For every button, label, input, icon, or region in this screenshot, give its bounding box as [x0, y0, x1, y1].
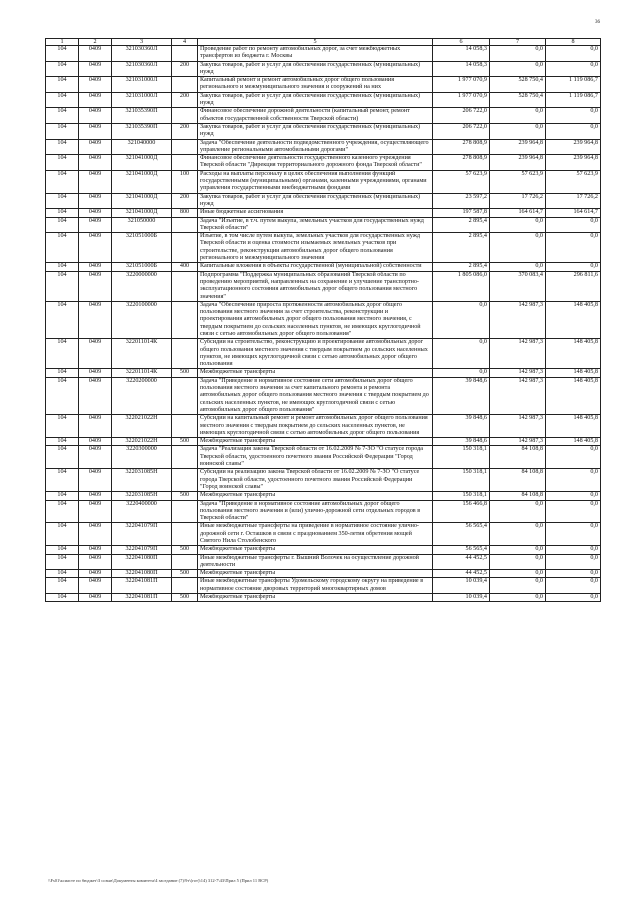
- amount-year-2-cell: 164 614,7: [490, 209, 546, 217]
- amount-year-2-cell: 142 987,3: [490, 339, 546, 369]
- amount-year-1-cell: 57 623,9: [433, 170, 490, 193]
- expense-type-code-cell: 200: [172, 61, 198, 77]
- target-code-cell: 322021022Н: [112, 415, 172, 438]
- amount-year-2-cell: 0,0: [490, 233, 546, 263]
- table-row: [46, 523, 601, 546]
- section-code-cell: 104: [46, 339, 79, 369]
- amount-year-2-cell: 142 987,3: [490, 301, 546, 338]
- section-code-cell: 104: [46, 500, 79, 523]
- section-code-cell: 104: [46, 594, 79, 602]
- target-code-cell: 322041079П: [112, 523, 172, 546]
- description-cell: Иные межбюджетные трансферты на приведение в нормативное состояние улично-дорожной сети г. Осташков в связи с празднованием 350-летия обретения мощей Святого Нила Столобенского: [198, 523, 433, 546]
- amount-year-2-cell: 239 964,8: [490, 139, 546, 155]
- amount-year-1-cell: 0,0: [433, 339, 490, 369]
- amount-year-2-cell: 0,0: [490, 46, 546, 62]
- description-cell: Задача "Реализация закона Тверской области от 16.02.2009 № 7-ЗО "О статусе города Тверской области, удостоенного почетного звания Российской Федерации "Город воинской славы": [198, 446, 433, 469]
- table-row: [46, 369, 601, 377]
- amount-year-2-cell: 142 987,3: [490, 438, 546, 446]
- section-code-cell: 104: [46, 61, 79, 77]
- expense-type-code-cell: [172, 554, 198, 570]
- section-code-cell: 104: [46, 123, 79, 139]
- expense-type-code-cell: [172, 377, 198, 414]
- expense-type-code-cell: 500: [172, 492, 198, 500]
- amount-year-3-cell: 0,0: [546, 61, 601, 77]
- amount-year-3-cell: 0,0: [546, 123, 601, 139]
- subsection-code-cell: 0409: [79, 92, 112, 108]
- expense-type-code-cell: 500: [172, 369, 198, 377]
- target-code-cell: 3220400000: [112, 500, 172, 523]
- expense-type-code-cell: [172, 339, 198, 369]
- subsection-code-cell: 0409: [79, 339, 112, 369]
- subsection-code-cell: 0409: [79, 155, 112, 171]
- amount-year-3-cell: 0,0: [546, 570, 601, 578]
- table-row: [46, 233, 601, 263]
- section-code-cell: 104: [46, 438, 79, 446]
- subsection-code-cell: 0409: [79, 554, 112, 570]
- amount-year-3-cell: 0,0: [546, 554, 601, 570]
- table-row: [46, 469, 601, 492]
- table-row: [46, 554, 601, 570]
- amount-year-1-cell: 10 039,4: [433, 594, 490, 602]
- amount-year-2-cell: 0,0: [490, 523, 546, 546]
- target-code-cell: 321041000Д: [112, 193, 172, 209]
- amount-year-1-cell: 56 565,4: [433, 523, 490, 546]
- expense-type-code-cell: [172, 77, 198, 93]
- target-code-cell: 3220000000: [112, 271, 172, 301]
- amount-year-3-cell: 148 405,8: [546, 415, 601, 438]
- target-code-cell: 322041081П: [112, 594, 172, 602]
- table-row: [46, 46, 601, 62]
- section-code-cell: 104: [46, 92, 79, 108]
- table-row: [46, 492, 601, 500]
- table-body: [46, 46, 601, 602]
- table-row: [46, 546, 601, 554]
- target-code-cell: 322011014К: [112, 369, 172, 377]
- section-code-cell: 104: [46, 570, 79, 578]
- subsection-code-cell: 0409: [79, 77, 112, 93]
- expense-type-code-cell: [172, 217, 198, 233]
- amount-year-2-cell: 370 083,4: [490, 271, 546, 301]
- amount-year-3-cell: 0,0: [546, 446, 601, 469]
- amount-year-2-cell: 0,0: [490, 61, 546, 77]
- amount-year-2-cell: 84 108,8: [490, 492, 546, 500]
- amount-year-1-cell: 39 848,6: [433, 415, 490, 438]
- section-code-cell: 104: [46, 415, 79, 438]
- amount-year-3-cell: 0,0: [546, 500, 601, 523]
- section-code-cell: 104: [46, 108, 79, 124]
- description-cell: Задача "Приведение в нормативное состояние сети автомобильных дорог общего пользования местного значения за счет капитального ремонта и ремонта автомобильных дорог общего пользования местного значения с твердым покрытием до сельских населенных пунктов, не имеющих круглогодичной связи с сетью автомобильных дорог общего пользования": [198, 377, 433, 414]
- amount-year-2-cell: 142 987,3: [490, 369, 546, 377]
- expense-type-code-cell: [172, 415, 198, 438]
- section-code-cell: 104: [46, 193, 79, 209]
- expense-type-code-cell: [172, 301, 198, 338]
- section-code-cell: 104: [46, 170, 79, 193]
- amount-year-3-cell: 0,0: [546, 578, 601, 594]
- subsection-code-cell: 0409: [79, 61, 112, 77]
- section-code-cell: 104: [46, 469, 79, 492]
- expense-type-code-cell: 200: [172, 123, 198, 139]
- target-code-cell: 321030360Л: [112, 46, 172, 62]
- amount-year-3-cell: 164 614,7: [546, 209, 601, 217]
- amount-year-2-cell: 0,0: [490, 500, 546, 523]
- subsection-code-cell: 0409: [79, 594, 112, 602]
- amount-year-3-cell: 0,0: [546, 523, 601, 546]
- table-row: [46, 339, 601, 369]
- subsection-code-cell: 0409: [79, 570, 112, 578]
- subsection-code-cell: 0409: [79, 108, 112, 124]
- section-code-cell: 104: [46, 578, 79, 594]
- amount-year-3-cell: 0,0: [546, 492, 601, 500]
- subsection-code-cell: 0409: [79, 546, 112, 554]
- table-row: [46, 271, 601, 301]
- amount-year-3-cell: 0,0: [546, 46, 601, 62]
- expense-type-code-cell: 500: [172, 594, 198, 602]
- amount-year-1-cell: 10 039,4: [433, 578, 490, 594]
- target-code-cell: 322021022Н: [112, 438, 172, 446]
- amount-year-3-cell: 239 964,8: [546, 139, 601, 155]
- amount-year-3-cell: 0,0: [546, 233, 601, 263]
- description-cell: Финансовое обеспечение дорожной деятельности (капитальный ремонт, ремонт объектов государственной собственности Тверской области): [198, 108, 433, 124]
- table-row: [46, 193, 601, 209]
- amount-year-1-cell: 56 565,4: [433, 546, 490, 554]
- amount-year-1-cell: 206 722,0: [433, 108, 490, 124]
- amount-year-1-cell: 156 466,8: [433, 500, 490, 523]
- amount-year-3-cell: 1 119 086,7: [546, 77, 601, 93]
- description-cell: Межбюджетные трансферты: [198, 570, 433, 578]
- table-row: [46, 123, 601, 139]
- table-row: [46, 108, 601, 124]
- expense-type-code-cell: [172, 446, 198, 469]
- table-row: [46, 263, 601, 271]
- description-cell: Подпрограмма "Поддержка муниципальных образований Тверской области по проведению мероприятий, направленных на сохранение и улучшение транспортно-эксплуатационного состояния автомобильных дорог общего пользования местного значения": [198, 271, 433, 301]
- page-number: 36: [595, 20, 600, 25]
- description-cell: Задача "Обеспечение деятельности подведомственного учреждения, осуществляющего управление региональными автомобильными дорогами": [198, 139, 433, 155]
- amount-year-2-cell: 0,0: [490, 108, 546, 124]
- target-code-cell: 321035390П: [112, 108, 172, 124]
- table-row: [46, 500, 601, 523]
- amount-year-1-cell: 197 587,8: [433, 209, 490, 217]
- target-code-cell: 322041081П: [112, 578, 172, 594]
- subsection-code-cell: 0409: [79, 271, 112, 301]
- amount-year-1-cell: 14 058,3: [433, 61, 490, 77]
- expense-type-code-cell: [172, 578, 198, 594]
- table-row: [46, 415, 601, 438]
- amount-year-3-cell: 148 405,8: [546, 301, 601, 338]
- description-cell: Задача "Обеспечение прироста протяженности автомобильных дорог общего пользования местного значения за счет строительства, реконструкции и проектирования автомобильных дорог общего пользования местного значения, с твердым покрытием до сельских населенных пунктов, не имеющих круглогодичной связи с сетью автомобильных дорог общего пользования": [198, 301, 433, 338]
- description-cell: Субсидии на реализацию закона Тверской области от 16.02.2009 № 7-ЗО "О статусе города Тверской области, удостоенного почетного звания Российской Федерации "Город воинской славы": [198, 469, 433, 492]
- expense-type-code-cell: 500: [172, 546, 198, 554]
- footer-path: \\Fs01\ксиасте по бюджет\З созыв\Документы комитета\4 заседание (7)\9т\(гот)\14) 312-7\43\Прил 5 (Прил 11 ВСР): [48, 878, 269, 883]
- description-cell: Субсидии на строительство, реконструкцию и проектирование автомобильных дорог общего пользования местного значения с твердым покрытием до сельских населенных пунктов, не имеющих круглогодичной связи с сетью автомобильных дорог общего пользования: [198, 339, 433, 369]
- amount-year-2-cell: 0,0: [490, 594, 546, 602]
- section-code-cell: 104: [46, 139, 79, 155]
- header-row: [46, 39, 601, 46]
- amount-year-2-cell: 57 623,9: [490, 170, 546, 193]
- section-code-cell: 104: [46, 155, 79, 171]
- section-code-cell: 104: [46, 554, 79, 570]
- amount-year-1-cell: 0,0: [433, 369, 490, 377]
- amount-year-3-cell: 57 623,9: [546, 170, 601, 193]
- column-header-8: 8: [546, 39, 601, 46]
- amount-year-3-cell: 1 119 086,7: [546, 92, 601, 108]
- table-row: [46, 377, 601, 414]
- description-cell: Межбюджетные трансферты: [198, 594, 433, 602]
- description-cell: Закупка товаров, работ и услуг для обеспечения государственных (муниципальных) нужд: [198, 61, 433, 77]
- table-row: [46, 77, 601, 93]
- description-cell: Иные межбюджетные трансферты Удомельскому городскому округу на приведение в нормативное состояние дворовых территорий многоквартирных домов: [198, 578, 433, 594]
- expense-type-code-cell: 500: [172, 570, 198, 578]
- column-header-7: 7: [490, 39, 546, 46]
- amount-year-2-cell: 528 750,4: [490, 92, 546, 108]
- column-header-4: 4: [172, 39, 198, 46]
- expense-type-code-cell: [172, 233, 198, 263]
- amount-year-1-cell: 1 805 086,0: [433, 271, 490, 301]
- amount-year-1-cell: 1 977 070,9: [433, 92, 490, 108]
- target-code-cell: 321041000Д: [112, 155, 172, 171]
- target-code-cell: 321050000: [112, 217, 172, 233]
- amount-year-2-cell: 0,0: [490, 570, 546, 578]
- description-cell: Капитальные вложения в объекты государственной (муниципальной) собственности: [198, 263, 433, 271]
- amount-year-3-cell: 296 811,6: [546, 271, 601, 301]
- column-header-1: 1: [46, 39, 79, 46]
- table-row: [46, 446, 601, 469]
- section-code-cell: 104: [46, 369, 79, 377]
- expense-type-code-cell: [172, 46, 198, 62]
- amount-year-1-cell: 44 452,5: [433, 554, 490, 570]
- subsection-code-cell: 0409: [79, 438, 112, 446]
- target-code-cell: 322011014К: [112, 339, 172, 369]
- subsection-code-cell: 0409: [79, 209, 112, 217]
- amount-year-3-cell: 0,0: [546, 594, 601, 602]
- amount-year-3-cell: 0,0: [546, 469, 601, 492]
- table-row: [46, 209, 601, 217]
- column-header-3: 3: [112, 39, 172, 46]
- target-code-cell: 321051000Б: [112, 263, 172, 271]
- amount-year-2-cell: 0,0: [490, 123, 546, 139]
- amount-year-3-cell: 0,0: [546, 217, 601, 233]
- budget-table: [45, 38, 601, 602]
- target-code-cell: 321041000Д: [112, 170, 172, 193]
- description-cell: Межбюджетные трансферты: [198, 369, 433, 377]
- subsection-code-cell: 0409: [79, 139, 112, 155]
- amount-year-1-cell: 23 597,2: [433, 193, 490, 209]
- description-cell: Закупка товаров, работ и услуг для обеспечения государственных (муниципальных) нужд: [198, 92, 433, 108]
- subsection-code-cell: 0409: [79, 123, 112, 139]
- target-code-cell: 3220100000: [112, 301, 172, 338]
- subsection-code-cell: 0409: [79, 193, 112, 209]
- table-row: [46, 217, 601, 233]
- amount-year-1-cell: 39 848,6: [433, 377, 490, 414]
- description-cell: Закупка товаров, работ и услуг для обеспечения государственных (муниципальных) нужд: [198, 123, 433, 139]
- subsection-code-cell: 0409: [79, 500, 112, 523]
- amount-year-2-cell: 239 964,8: [490, 155, 546, 171]
- amount-year-3-cell: 239 964,8: [546, 155, 601, 171]
- section-code-cell: 104: [46, 233, 79, 263]
- target-code-cell: 322041079П: [112, 546, 172, 554]
- description-cell: Межбюджетные трансферты: [198, 546, 433, 554]
- amount-year-3-cell: 0,0: [546, 108, 601, 124]
- expense-type-code-cell: [172, 155, 198, 171]
- table-row: [46, 570, 601, 578]
- subsection-code-cell: 0409: [79, 217, 112, 233]
- subsection-code-cell: 0409: [79, 492, 112, 500]
- table-row: [46, 155, 601, 171]
- section-code-cell: 104: [46, 546, 79, 554]
- section-code-cell: 104: [46, 377, 79, 414]
- subsection-code-cell: 0409: [79, 415, 112, 438]
- target-code-cell: 322041080П: [112, 570, 172, 578]
- target-code-cell: 321031000Л: [112, 92, 172, 108]
- expense-type-code-cell: [172, 469, 198, 492]
- target-code-cell: 321031000Л: [112, 77, 172, 93]
- amount-year-1-cell: 14 058,3: [433, 46, 490, 62]
- target-code-cell: 3220300000: [112, 446, 172, 469]
- description-cell: Межбюджетные трансферты: [198, 492, 433, 500]
- subsection-code-cell: 0409: [79, 369, 112, 377]
- table-header: [46, 39, 601, 46]
- subsection-code-cell: 0409: [79, 469, 112, 492]
- expense-type-code-cell: 200: [172, 92, 198, 108]
- column-header-5: 5: [198, 39, 433, 46]
- description-cell: Изъятие, в том числе путем выкупа, земельных участков для государственных нужд Тверской области и оценка стоимости изымаемых земельных участков при строительстве, реконструкции автомобильных дорог общего пользования регионального и межмуниципального значения: [198, 233, 433, 263]
- amount-year-3-cell: 148 405,8: [546, 339, 601, 369]
- amount-year-1-cell: 1 977 070,9: [433, 77, 490, 93]
- table-row: [46, 139, 601, 155]
- amount-year-2-cell: 0,0: [490, 217, 546, 233]
- table-row: [46, 438, 601, 446]
- target-code-cell: 321035390П: [112, 123, 172, 139]
- section-code-cell: 104: [46, 263, 79, 271]
- table-row: [46, 170, 601, 193]
- amount-year-2-cell: 142 987,3: [490, 415, 546, 438]
- expense-type-code-cell: [172, 139, 198, 155]
- subsection-code-cell: 0409: [79, 170, 112, 193]
- table-row: [46, 61, 601, 77]
- expense-type-code-cell: 400: [172, 263, 198, 271]
- description-cell: Иные межбюджетные трансферты г. Вышний Волочек на осуществление дорожной деятельности: [198, 554, 433, 570]
- target-code-cell: 3220200000: [112, 377, 172, 414]
- table-row: [46, 301, 601, 338]
- target-code-cell: 322031085Н: [112, 492, 172, 500]
- subsection-code-cell: 0409: [79, 578, 112, 594]
- amount-year-2-cell: 0,0: [490, 554, 546, 570]
- amount-year-2-cell: 528 750,4: [490, 77, 546, 93]
- amount-year-3-cell: 17 726,2: [546, 193, 601, 209]
- amount-year-3-cell: 148 405,8: [546, 377, 601, 414]
- description-cell: Закупка товаров, работ и услуг для обеспечения государственных (муниципальных) нужд: [198, 193, 433, 209]
- amount-year-1-cell: 2 895,4: [433, 263, 490, 271]
- subsection-code-cell: 0409: [79, 301, 112, 338]
- subsection-code-cell: 0409: [79, 263, 112, 271]
- description-cell: Задача "Приведение в нормативное состояние автомобильных дорог общего пользования местного значения и (или) улично-дорожной сети отдельных городов в Тверской области": [198, 500, 433, 523]
- description-cell: Задача "Изъятие, в т.ч. путем выкупа, земельных участков для государственных нужд Тверской области": [198, 217, 433, 233]
- target-code-cell: 322031085Н: [112, 469, 172, 492]
- amount-year-1-cell: 150 318,1: [433, 469, 490, 492]
- section-code-cell: 104: [46, 77, 79, 93]
- description-cell: Субсидии на капитальный ремонт и ремонт автомобильных дорог общего пользования местного значения с твердым покрытием до сельских населенных пунктов, не имеющих круглогодичной связи с сетью автомобильных дорог общего пользования: [198, 415, 433, 438]
- amount-year-3-cell: 148 405,8: [546, 438, 601, 446]
- description-cell: Иные бюджетные ассигнования: [198, 209, 433, 217]
- target-code-cell: 321051000Б: [112, 233, 172, 263]
- table-row: [46, 594, 601, 602]
- amount-year-2-cell: 0,0: [490, 578, 546, 594]
- target-code-cell: 321040000: [112, 139, 172, 155]
- amount-year-1-cell: 150 318,1: [433, 446, 490, 469]
- amount-year-3-cell: 148 405,8: [546, 369, 601, 377]
- amount-year-1-cell: 150 318,1: [433, 492, 490, 500]
- table-row: [46, 578, 601, 594]
- amount-year-2-cell: 17 726,2: [490, 193, 546, 209]
- subsection-code-cell: 0409: [79, 446, 112, 469]
- section-code-cell: 104: [46, 301, 79, 338]
- amount-year-1-cell: 278 808,9: [433, 155, 490, 171]
- amount-year-2-cell: 84 108,8: [490, 446, 546, 469]
- target-code-cell: 321041000Д: [112, 209, 172, 217]
- amount-year-3-cell: 0,0: [546, 263, 601, 271]
- amount-year-2-cell: 84 108,8: [490, 469, 546, 492]
- expense-type-code-cell: [172, 108, 198, 124]
- description-cell: Проведение работ по ремонту автомобильных дорог, за счет межбюджетных трансфертов из бюджета г. Москвы: [198, 46, 433, 62]
- amount-year-3-cell: 0,0: [546, 546, 601, 554]
- amount-year-2-cell: 0,0: [490, 546, 546, 554]
- expense-type-code-cell: [172, 271, 198, 301]
- expense-type-code-cell: [172, 523, 198, 546]
- amount-year-1-cell: 0,0: [433, 301, 490, 338]
- amount-year-1-cell: 2 895,4: [433, 217, 490, 233]
- amount-year-1-cell: 2 895,4: [433, 233, 490, 263]
- description-cell: Расходы на выплаты персоналу в целях обеспечения выполнения функций государственными (муниципальными) органами, казенными учреждениями, органами управления государственными внебюджетными фондами: [198, 170, 433, 193]
- subsection-code-cell: 0409: [79, 233, 112, 263]
- amount-year-1-cell: 278 808,9: [433, 139, 490, 155]
- description-cell: Капитальный ремонт и ремонт автомобильных дорог общего пользования регионального и межмуниципального значения и сооружений на них: [198, 77, 433, 93]
- amount-year-1-cell: 44 452,5: [433, 570, 490, 578]
- section-code-cell: 104: [46, 271, 79, 301]
- target-code-cell: 322041080П: [112, 554, 172, 570]
- subsection-code-cell: 0409: [79, 523, 112, 546]
- amount-year-2-cell: 0,0: [490, 263, 546, 271]
- table-row: [46, 92, 601, 108]
- amount-year-1-cell: 206 722,0: [433, 123, 490, 139]
- section-code-cell: 104: [46, 492, 79, 500]
- section-code-cell: 104: [46, 209, 79, 217]
- subsection-code-cell: 0409: [79, 46, 112, 62]
- expense-type-code-cell: 200: [172, 193, 198, 209]
- section-code-cell: 104: [46, 46, 79, 62]
- expense-type-code-cell: 100: [172, 170, 198, 193]
- column-header-2: 2: [79, 39, 112, 46]
- section-code-cell: 104: [46, 446, 79, 469]
- expense-type-code-cell: 500: [172, 438, 198, 446]
- section-code-cell: 104: [46, 217, 79, 233]
- expense-type-code-cell: 800: [172, 209, 198, 217]
- column-header-6: 6: [433, 39, 490, 46]
- target-code-cell: 321030360Л: [112, 61, 172, 77]
- description-cell: Финансовое обеспечение деятельности государственного казенного учреждения Тверской области "Дирекция территориального дорожного фонда Тверской области": [198, 155, 433, 171]
- section-code-cell: 104: [46, 523, 79, 546]
- description-cell: Межбюджетные трансферты: [198, 438, 433, 446]
- amount-year-2-cell: 142 987,3: [490, 377, 546, 414]
- amount-year-1-cell: 39 848,6: [433, 438, 490, 446]
- expense-type-code-cell: [172, 500, 198, 523]
- subsection-code-cell: 0409: [79, 377, 112, 414]
